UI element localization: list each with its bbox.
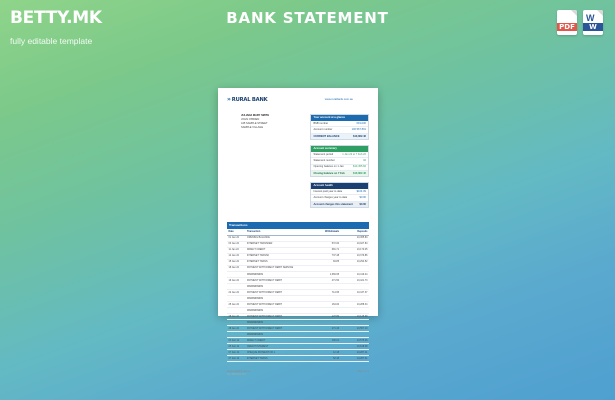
page-fold-icon (597, 10, 603, 16)
row-label: Closing balance on 7 Feb (313, 171, 345, 175)
row-label: Opening balance on 1 Jan (313, 165, 344, 169)
row-label: Statement period (313, 152, 334, 156)
bank-name: RURAL BANK (231, 96, 268, 103)
cell-date: 18 Jan 22 (227, 265, 245, 271)
row-value: $10,455.84 (353, 165, 366, 169)
cell-deposits: 10,575.09 (341, 337, 369, 343)
cell-transaction: 999999999999 (245, 283, 312, 289)
cell-transaction: 999999999999 (245, 331, 312, 337)
row-value: 633-000 (356, 122, 366, 125)
cell-date: 19 Jan 22 (227, 277, 245, 283)
account-details-heading: Your account at a glance (311, 115, 368, 121)
row-value: $0.00 (359, 202, 366, 206)
cell-date: 14 Jan 22 (227, 253, 245, 259)
cell-withdrawals: 681.71 (312, 247, 340, 253)
cell-withdrawals: 190.01 (312, 337, 340, 343)
footer-page-number: Page 1 of 2 (357, 370, 369, 373)
cell-transaction: DIRECT CREDIT (245, 337, 312, 343)
cell-date: 28 Jan 22 (227, 313, 245, 319)
cell-date: 22 Jan 22 (227, 289, 245, 295)
cell-deposits: 10,288.34 (341, 301, 369, 307)
account-details-row-balance (311, 134, 368, 139)
cell-withdrawals: 52.48 (312, 355, 340, 361)
word-label: W (583, 23, 603, 31)
cell-date: 11 Jan 22 (227, 247, 245, 253)
word-glyph-icon: W (586, 13, 595, 23)
row-value: 32 (363, 159, 366, 163)
cell-withdrawals: 471.50 (312, 277, 340, 283)
cell-transaction: 999999999999 (245, 307, 312, 313)
bank-website: www.ruralbank.com.au (324, 97, 353, 101)
cell-deposits: 10,027.84 (341, 241, 369, 247)
row-label: BSB number (313, 122, 329, 125)
cell-date: 28 Jan 22 (227, 325, 245, 331)
row-value: 1 Jan 22 to 7 Feb 22 (342, 152, 366, 156)
cell-transaction: 999999999999 (245, 319, 312, 325)
file-format-icons (557, 10, 603, 35)
customer-name-1: JULIANA MARY SMITH (241, 114, 270, 118)
customer-address (227, 114, 304, 213)
cell-transaction: INTERNET TRANS (245, 355, 312, 361)
customer-city: SAMPLE VILLAGE (241, 125, 264, 129)
cell-transaction: PAYMENT WITH DIRECT DEBIT (245, 289, 312, 295)
cell-transaction: OPENING BALANCE (245, 235, 312, 241)
footer-fax: Fax 1800 641 144 (227, 373, 246, 376)
pdf-label: PDF (557, 23, 577, 31)
cell-deposits: 10,421.73 (341, 277, 369, 283)
cell-withdrawals: 572.00 (312, 241, 340, 247)
word-file-icon[interactable] (583, 10, 603, 35)
summary-boxes (310, 114, 369, 213)
row-label: Account number (313, 128, 333, 132)
bank-logo (227, 96, 267, 104)
cell-withdrawals: 164.00 (312, 301, 340, 307)
bank-header (227, 96, 369, 104)
customer-name-2: JOHN O'BRIEN (241, 117, 260, 121)
statement-upper (227, 114, 369, 213)
transactions-body (227, 235, 369, 361)
cell-transaction: INTERNET TRANSF (245, 253, 312, 259)
row-value: $10,862.46 (353, 134, 366, 138)
cell-date: 15 Jan 22 (227, 259, 245, 265)
account-summary-box (310, 145, 369, 177)
cell-deposits: 10,170.45 (341, 247, 369, 253)
pdf-file-icon[interactable] (557, 10, 577, 35)
brand-name: BETTY.MK (10, 8, 102, 28)
cell-date: 03 Jan 22 (227, 241, 245, 247)
column-header-deposits: Deposits (341, 229, 369, 235)
row-value: 100 567 891 (351, 128, 366, 132)
cell-deposits: 10,557.10 (341, 325, 369, 331)
customer-street: 445 SAMPLE STREET (241, 121, 268, 125)
row-label: Interest paid year to date (313, 190, 343, 193)
cell-deposits: 10,294.52 (341, 259, 369, 265)
cell-transaction: INTERNET TRANS (245, 259, 312, 265)
transactions-heading: Transactions (227, 222, 369, 229)
cell-withdrawals: 12.48 (312, 349, 340, 355)
cell-withdrawals: 127.80 (312, 313, 340, 319)
brand-tagline: fully editable template (10, 36, 93, 46)
cell-withdrawals: 84.85 (312, 259, 340, 265)
cell-transaction: CREDIT INTEREST (245, 343, 312, 349)
row-value: $0.00 (359, 196, 366, 200)
account-health-row-charges (311, 202, 368, 207)
row-value: $104.09 (356, 190, 366, 193)
cell-transaction: PAYMENT WITH DIRECT DEBIT (245, 277, 312, 283)
cell-deposits: 10,379.86 (341, 253, 369, 259)
cell-transaction: 999999999999 (245, 295, 312, 301)
cell-withdrawals: 1,669.95 (312, 271, 340, 277)
cell-date: 03 Feb 22 (227, 337, 245, 343)
row-label: Statement number (313, 159, 335, 163)
statement-page-preview[interactable] (218, 88, 378, 376)
transactions-table (227, 229, 369, 362)
statement-footer (227, 371, 369, 377)
column-header-date: Date (227, 229, 245, 235)
cell-transaction: PAYMENT WITH DIRECT DEBIT (245, 325, 312, 331)
cell-withdrawals: 271.46 (312, 325, 340, 331)
account-health-box (310, 182, 369, 208)
cell-transaction: CHEQUE PAYMENT NO 1 (245, 349, 312, 355)
page-fold-icon (571, 10, 577, 16)
cell-transaction: PAYMENT WITH DIRECT DEBIT SERVICE (245, 265, 312, 271)
cell-transaction: DIRECT CREDIT (245, 247, 312, 253)
cell-date: 01 Jan 22 (227, 235, 245, 241)
account-summary-row-closing (311, 171, 368, 176)
row-label: CURRENT BALANCE (313, 134, 340, 138)
cell-date: 25 Jan 22 (227, 301, 245, 307)
footer-website: www.ruralbank.com.au (227, 370, 251, 373)
column-header-transaction: Transaction (245, 229, 312, 235)
row-label: Account charges this statement (313, 202, 353, 206)
cell-deposits: 10,455.84 (341, 235, 369, 241)
account-summary-heading: Account summary (311, 146, 368, 152)
cell-transaction: PAYMENT WITH DIRECT DEBIT (245, 301, 312, 307)
cell-withdrawals: 737.48 (312, 253, 340, 259)
account-details-box (310, 114, 369, 140)
row-value: $10,862.46 (353, 171, 366, 175)
cell-transaction: 999999999999 (245, 271, 312, 277)
column-header-withdrawals: Withdrawals (312, 229, 340, 235)
page-title: BANK STATEMENT (226, 9, 389, 27)
cell-deposits: 10,419.44 (341, 271, 369, 277)
cell-deposits: 10,287.41 (341, 349, 369, 355)
cell-transaction: PAYMENT WITH DIRECT DEBIT (245, 313, 312, 319)
cell-withdrawals: 714.95 (312, 289, 340, 295)
cell-deposits: 10,146.99 (341, 313, 369, 319)
cell-deposits: 10,287.41 (341, 355, 369, 361)
cell-deposits: 10,618.38 (341, 343, 369, 349)
cell-transaction: INTERNET TRANSFER (245, 241, 312, 247)
cell-date: 05 Feb 22 (227, 343, 245, 349)
row-label: Account charges year to date (313, 196, 348, 200)
cell-date: 07 Feb 22 (227, 349, 245, 355)
footer-contact (227, 371, 250, 377)
cell-deposits: 10,437.37 (341, 289, 369, 295)
table-row (227, 355, 369, 361)
bank-mark-icon: » (227, 96, 231, 103)
account-health-heading: Account health (311, 183, 368, 189)
cell-date: 07 Feb 22 (227, 355, 245, 361)
